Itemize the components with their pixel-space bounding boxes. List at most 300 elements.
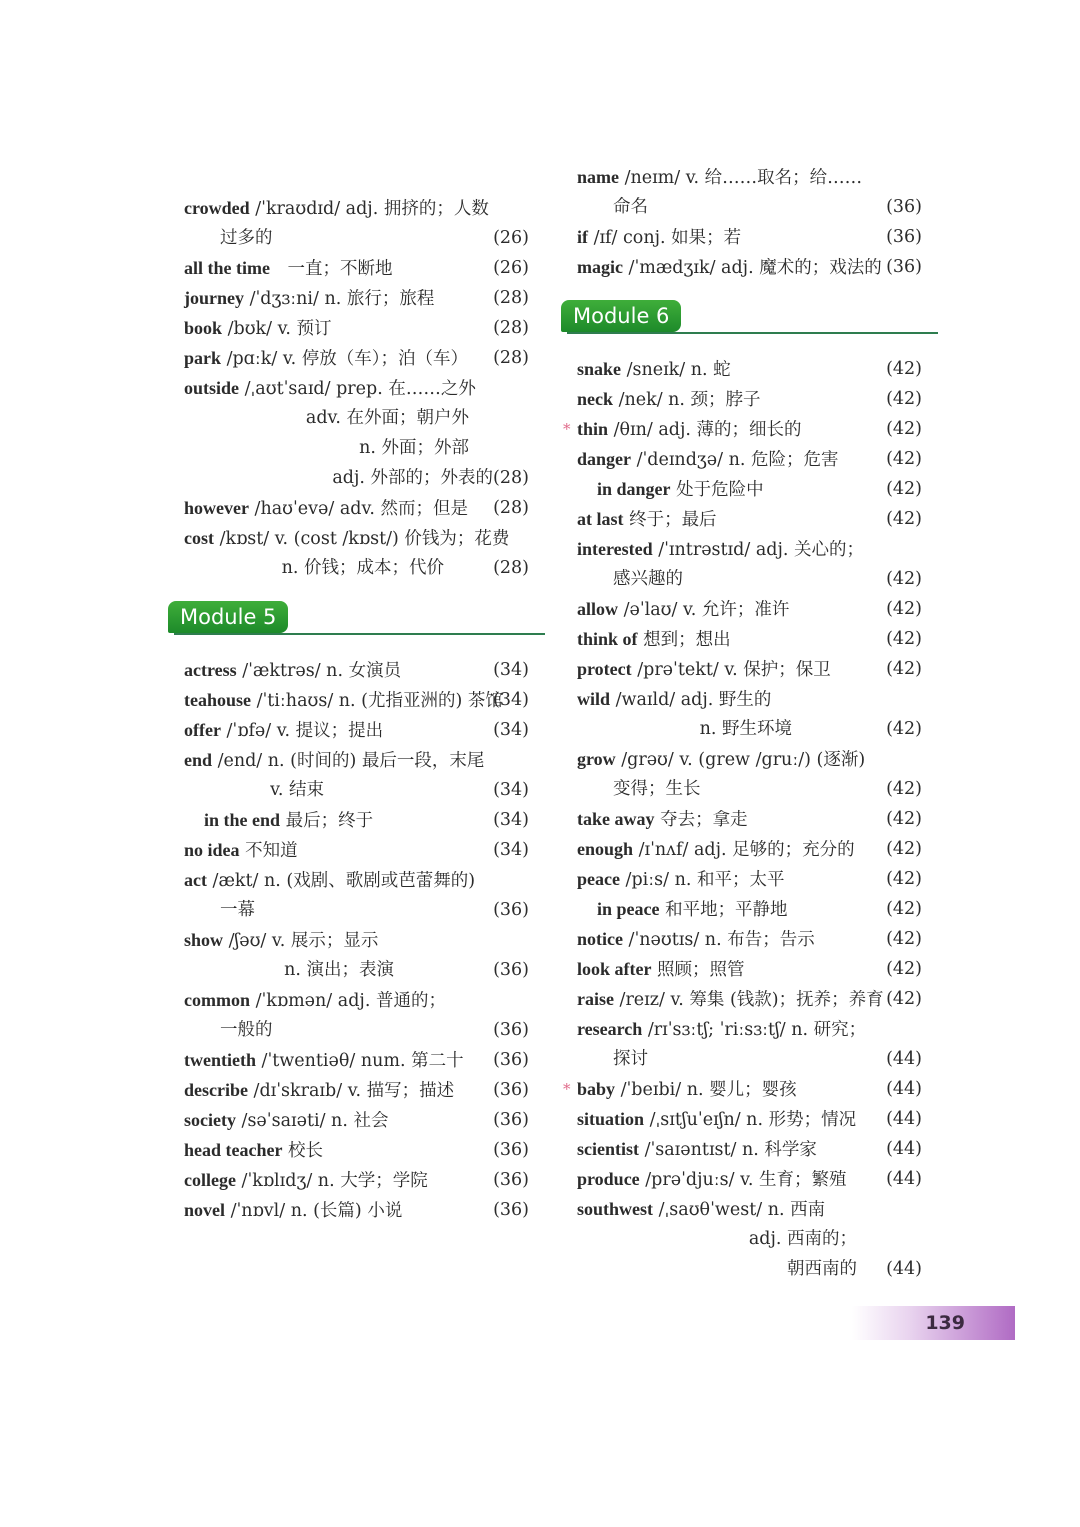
entry-text [613,192,648,222]
definition: /prəˈtekt/ v. 保护；保卫 [631,660,831,680]
definition: /ˈtiːhaʊs/ n. (尤指亚洲的) 茶馆 [251,691,503,711]
entry-text [577,1014,866,1045]
vocab-entry-continuation [184,775,529,805]
entry-text [577,954,745,985]
definition: /ˈsaɪəntɪst/ n. 科学家 [639,1140,817,1160]
definition: /ˈnəʊtɪs/ n. 布告；告示 [622,930,815,950]
page-reference: (42) [886,959,922,979]
vocab-entry-continuation [184,403,529,433]
page-reference: (42) [886,509,922,529]
headword: end [184,750,213,770]
vocab-entry [184,313,529,343]
entry-text [577,924,815,955]
definition: /ˈkraʊdɪd/ adj. 拥挤的；人数 [249,199,489,219]
definition: /sneɪk/ n. 蛇 [621,360,731,380]
headword: take away [577,809,655,829]
headword: show [184,930,224,950]
definition: /reɪz/ v. 筹集 (钱款)；抚养；养育 [613,990,884,1010]
page-reference: (42) [886,869,922,889]
page-reference: (42) [886,659,922,679]
definition: /ˈdʒɜːni/ n. 旅行；旅程 [244,289,435,309]
entry-text [577,594,789,625]
entry-text [282,553,444,583]
vocab-entry [577,984,922,1014]
entry-text [184,1105,388,1136]
entry-text [597,474,764,505]
entry-text [184,373,476,404]
module-header [168,601,529,641]
entry-text [577,624,731,655]
definition: n. 演出；表演 [284,960,394,980]
headword: raise [577,989,614,1009]
entry-text [577,534,864,565]
page-reference: (28) [493,318,529,338]
headword: protect [577,659,632,679]
vocab-entry [577,1134,922,1164]
definition: v. 结束 [270,780,324,800]
entry-text [577,444,839,475]
vocab-entry [577,654,922,684]
module-divider [174,633,545,635]
entry-text [749,1224,857,1254]
page-reference: (42) [886,719,922,739]
headword: situation [577,1109,645,1129]
headword: college [184,1170,236,1190]
vocab-entry [577,1194,922,1224]
definition: 过多的 [220,228,273,248]
headword: at last [577,509,624,529]
entry-text [577,504,717,535]
definition: 一般的 [220,1020,273,1040]
definition: /ɪˈnʌf/ adj. 足够的；充分的 [633,840,855,860]
page-number-bar [852,1306,1015,1340]
definition: 最后；终于 [280,811,374,831]
vocab-entry [184,1165,529,1195]
page-reference: (42) [886,419,922,439]
entry-text [787,1254,857,1284]
page-reference: (42) [886,929,922,949]
page-reference: (42) [886,839,922,859]
headword: southwest [577,1199,654,1219]
entry-text [359,433,469,463]
entry-text [184,655,401,686]
page-reference: (36) [493,1140,529,1160]
vocab-entry [577,252,922,282]
vocab-entry [577,354,922,384]
vocab-entry-continuation [577,1224,922,1254]
headword: offer [184,720,221,740]
vocab-entry [577,534,922,564]
entry-text [184,283,434,314]
headword: common [184,990,250,1010]
vocab-entry [184,655,529,685]
definition: 感兴趣的 [613,569,683,589]
entry-text [184,493,468,524]
entry-text [184,745,484,776]
vocab-entry [184,343,529,373]
headword: outside [184,378,240,398]
definition: /ˌaʊtˈsaɪd/ prep. 在……之外 [239,379,476,399]
definition: /ˈæktrəs/ n. 女演员 [236,661,402,681]
entry-text [577,162,862,193]
optional-star: * [563,420,571,438]
definition: /səˈsaɪəti/ n. 社会 [235,1111,389,1131]
entry-text [577,744,865,775]
vocab-entry [184,283,529,313]
headword: novel [184,1200,226,1220]
page-reference: (34) [493,840,529,860]
vocab-entry-continuation [184,553,529,583]
headword: however [184,498,249,518]
vocab-entry [184,193,529,223]
entry-text [184,1195,402,1226]
vocab-entry-continuation [577,774,922,804]
entry-text [577,834,855,865]
entry-text [184,925,378,956]
headword: if [577,227,588,247]
definition: adv. 在外面；朝户外 [305,408,469,428]
headword: crowded [184,198,250,218]
vocab-entry-continuation [184,955,529,985]
entry-text [577,1164,847,1195]
entry-text [220,895,255,925]
entry-text [184,193,489,224]
entry-text [184,835,298,866]
definition: /piːs/ n. 和平；太平 [619,870,785,890]
headword: scientist [577,1139,639,1159]
page-reference: (28) [493,498,529,518]
vocab-entry [184,1195,529,1225]
definition: /ˈdeɪndʒə/ n. 危险；危害 [631,450,839,470]
vocab-entry [577,864,922,894]
page-reference: (36) [493,1170,529,1190]
vocab-entry [184,925,529,955]
page-reference: (42) [886,809,922,829]
vocab-entry-continuation [184,433,529,463]
page-reference: (34) [493,780,529,800]
entry-text [220,1015,273,1045]
vocab-entry [577,624,922,654]
page-reference: (42) [886,599,922,619]
definition: /ˌsaʊθˈwest/ n. 西南 [653,1200,826,1220]
entry-text [577,222,741,253]
page-reference: (36) [886,257,922,277]
module-header [561,300,922,340]
vocab-entry [184,865,529,895]
definition: /əˈlaʊ/ v. 允许；准许 [618,600,790,620]
page-reference: (36) [493,1200,529,1220]
definition: /neɪm/ v. 给……取名；给…… [619,168,863,188]
page-reference: (36) [493,1080,529,1100]
page-reference: (34) [493,810,529,830]
vocab-entry [577,924,922,954]
definition: /grəʊ/ v. (grew /gruː/) (逐渐) [615,750,866,770]
page-reference: (44) [886,1139,922,1159]
vocab-entry [577,1164,922,1194]
definition: 校长 [282,1141,324,1161]
entry-text [184,253,392,284]
page-reference: (42) [886,359,922,379]
headword: research [577,1019,643,1039]
definition: 想到；想出 [637,630,731,650]
headword: actress [184,660,237,680]
page-reference: (36) [493,1020,529,1040]
vocab-entry-continuation [577,714,922,744]
headword: danger [577,449,631,469]
entry-text [184,1075,454,1106]
headword: park [184,348,222,368]
vocab-entry [184,1135,529,1165]
vocab-entry-continuation [184,463,529,493]
definition: /ʃəʊ/ v. 展示；显示 [223,931,379,951]
vocab-entry [577,162,922,192]
definition: /haʊˈevə/ adv. 然而；但是 [248,499,468,519]
entry-text [306,403,469,433]
page-reference: (36) [886,227,922,247]
headword: neck [577,389,613,409]
entry-text [577,414,802,445]
vocab-entry [577,474,922,504]
definition: 不知道 [239,841,298,861]
vocab-entry [577,954,922,984]
page-reference: (44) [886,1259,922,1279]
definition: /end/ n. (时间的) 最后一段，末尾 [212,751,485,771]
entry-text [577,654,831,685]
definition: /ˈmædʒɪk/ adj. 魔术的；戏法的 [622,258,882,278]
vocab-entry [577,1014,922,1044]
entry-text [184,313,332,344]
definition: /kɒst/ v. (cost /kɒst/) 价钱为；花费 [214,529,510,549]
vocab-entry [577,684,922,714]
vocab-entry [184,805,529,835]
entry-text [700,714,792,744]
page-number: 139 [925,1312,965,1334]
definition: 夺去；拿走 [654,810,748,830]
headword: head teacher [184,1140,283,1160]
headword: act [184,870,207,890]
page-reference: (44) [886,1079,922,1099]
vocab-entry [577,894,922,924]
headword: magic [577,257,623,277]
definition: n. 价钱；成本；代价 [281,558,444,578]
headword: in the end [204,810,281,830]
entry-text [184,523,509,554]
entry-text [204,805,373,836]
vocab-entry [577,384,922,414]
entry-text [184,343,468,374]
page-reference: (36) [493,960,529,980]
entry-text [577,1074,797,1105]
headword: in peace [597,899,660,919]
definition: /prəˈdjuːs/ v. 生育；繁殖 [639,1170,847,1190]
headword: wild [577,689,611,709]
vocab-entry [184,835,529,865]
vocab-entry [184,493,529,523]
definition: /ˈɒfə/ v. 提议；提出 [220,721,384,741]
entry-text [184,1165,428,1196]
vocab-entry-continuation [577,1044,922,1074]
entry-text [577,804,748,835]
definition: /ˌsɪtʃuˈeɪʃn/ n. 形势；情况 [644,1110,857,1130]
page-reference: (44) [886,1109,922,1129]
definition: /ækt/ n. (戏剧、歌剧或芭蕾舞的) [206,871,476,891]
entry-text [220,223,273,253]
definition: /ˈnɒvl/ n. (长篇) 小说 [225,1201,403,1221]
definition: 一直；不断地 [269,259,393,279]
page-reference: (44) [886,1049,922,1069]
module-divider [567,332,938,334]
page-reference: (34) [493,720,529,740]
module-title: Module 5 [168,601,288,633]
headword: enough [577,839,634,859]
vocab-entry [184,685,529,715]
headword: look after [577,959,652,979]
definition: /dɪˈskraɪb/ v. 描写；描述 [247,1081,455,1101]
definition: adj. 西南的； [748,1229,857,1249]
vocab-entry [563,414,922,444]
definition: /ˈtwentiəθ/ num. 第二十 [255,1051,464,1071]
headword: twentieth [184,1050,256,1070]
page-reference: (42) [886,569,922,589]
vocab-entry [184,745,529,775]
headword: in danger [597,479,671,499]
vocabulary-column-left [180,193,529,1225]
page-reference: (36) [493,1110,529,1130]
vocab-entry [577,222,922,252]
vocab-entry [577,444,922,474]
definition: /pɑːk/ v. 停放（车）；泊（车） [221,349,469,369]
definition: 和平地；平静地 [659,900,788,920]
entry-text [184,715,383,746]
entry-text [284,955,394,985]
entry-text [613,564,683,594]
vocab-entry [184,253,529,283]
definition: 探讨 [613,1049,648,1069]
page-reference: (34) [493,690,529,710]
page-reference: (42) [886,779,922,799]
headword: book [184,318,223,338]
entry-text [577,1134,817,1165]
headword: interested [577,539,653,559]
headword: teahouse [184,690,251,710]
entry-text [184,865,475,896]
page-reference: (28) [493,288,529,308]
definition: /bʊk/ v. 预订 [222,319,332,339]
page-reference: (36) [493,900,529,920]
definition: /ˈkɒmən/ adj. 普通的； [250,991,446,1011]
page-reference: (44) [886,1169,922,1189]
vocab-entry [184,715,529,745]
vocab-entry-continuation [184,223,529,253]
entry-text [577,384,761,415]
definition: 终于；最后 [623,510,717,530]
page-reference: (26) [493,228,529,248]
definition: 命名 [613,197,648,217]
definition: /rɪˈsɜːtʃ; ˈriːsɜːtʃ/ n. 研究； [642,1020,867,1040]
headword: allow [577,599,619,619]
vocab-entry [563,1074,922,1104]
definition: adj. 外部的；外表的(28) [332,468,529,488]
headword: baby [577,1079,616,1099]
definition: n. 外面；外部 [359,438,469,458]
vocab-entry [577,744,922,774]
definition: /θɪn/ adj. 薄的；细长的 [608,420,802,440]
page-reference: (42) [886,899,922,919]
headword: journey [184,288,244,308]
definition: /ˈbeɪbi/ n. 婴儿；婴孩 [615,1080,797,1100]
definition: 变得；生长 [613,779,701,799]
vocabulary-column-right [563,162,922,1284]
vocab-entry-continuation [577,564,922,594]
page-reference: (42) [886,479,922,499]
entry-text [184,685,503,716]
entry-text [577,1104,856,1135]
definition: 一幕 [220,900,255,920]
entry-text [613,774,701,804]
page-reference: (26) [493,258,529,278]
entry-text [577,684,771,715]
page-reference: (42) [886,989,922,1009]
page-reference: (42) [886,389,922,409]
definition: 照顾；照管 [651,960,745,980]
page-reference: (34) [493,660,529,680]
vocab-entry [577,834,922,864]
optional-star: * [563,1080,571,1098]
headword: society [184,1110,236,1130]
page-reference: (42) [886,629,922,649]
vocab-entry [184,985,529,1015]
vocab-entry [577,504,922,534]
definition: /nek/ n. 颈；脖子 [613,390,761,410]
entry-text [184,1135,323,1166]
headword: notice [577,929,623,949]
headword: grow [577,749,616,769]
page-reference: (28) [493,558,529,578]
vocab-entry-continuation [184,1015,529,1045]
entry-text [613,1044,648,1074]
entry-text [270,775,324,805]
entry-text [332,463,529,493]
definition: n. 野生环境 [699,719,792,739]
headword: all the time [184,258,270,278]
headword: snake [577,359,622,379]
entry-text [577,864,784,895]
entry-text [577,354,731,385]
page-reference: (28) [493,348,529,368]
entry-text [577,252,882,283]
headword: thin [577,419,609,439]
headword: produce [577,1169,640,1189]
vocab-entry [184,373,529,403]
vocab-entry [184,1075,529,1105]
entry-text [184,1045,464,1076]
vocab-entry-continuation [577,1254,922,1284]
module-title: Module 6 [561,300,681,332]
headword: no idea [184,840,240,860]
vocab-entry [184,1105,529,1135]
page-reference: (36) [886,197,922,217]
vocab-entry-continuation [184,895,529,925]
headword: name [577,167,619,187]
vocab-entry [577,804,922,834]
definition: /waɪld/ adj. 野生的 [610,690,772,710]
vocab-entry [184,523,529,553]
headword: describe [184,1080,248,1100]
definition: /ˈkɒlɪdʒ/ n. 大学；学院 [235,1171,428,1191]
headword: peace [577,869,620,889]
page-reference: (36) [493,1050,529,1070]
headword: think of [577,629,638,649]
